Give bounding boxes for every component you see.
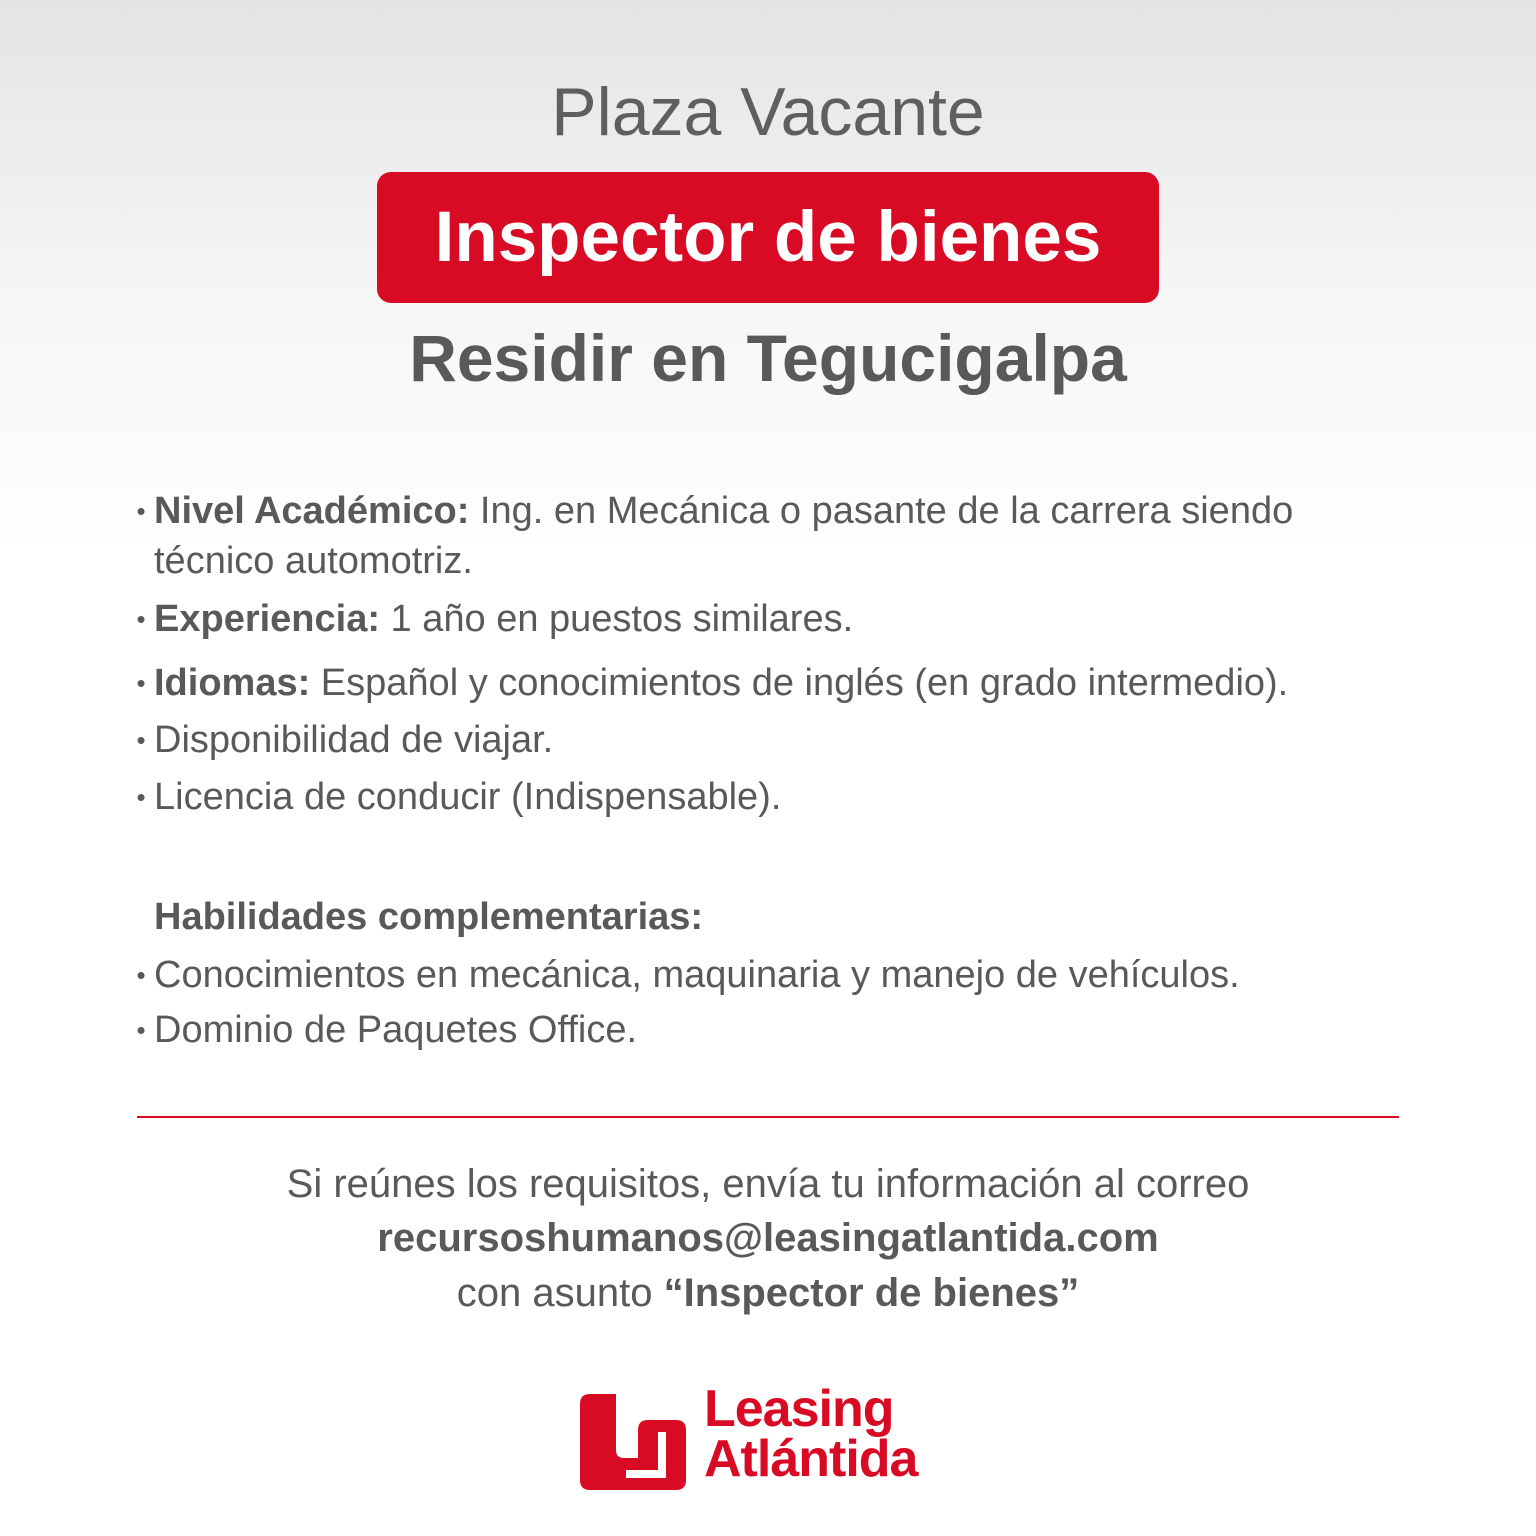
- contact-subject-line: [0, 1265, 1536, 1321]
- requirement-label: Nivel Académico:: [154, 490, 470, 532]
- email-subject: “Inspector de bienes”: [663, 1271, 1080, 1315]
- subject-prefix: con asunto: [456, 1271, 664, 1315]
- logo-text: [704, 1380, 918, 1488]
- leasing-atlantida-logo-icon: [580, 1390, 690, 1490]
- bullet: •: [136, 725, 146, 755]
- bullet: •: [136, 1015, 146, 1045]
- requirement-text: Experiencia: 1 año en puestos similares.: [154, 598, 854, 640]
- requirement-item: [130, 486, 1420, 586]
- requirement-item: [130, 715, 1420, 765]
- contact-instructions: Si reúnes los requisitos, envía tu información al correo: [286, 1162, 1250, 1206]
- requirement-item: [130, 594, 1420, 644]
- requirement-label: Experiencia:: [154, 598, 380, 640]
- logo-line-1: Leasing: [704, 1380, 894, 1438]
- position-title-banner: [377, 172, 1159, 303]
- page-heading: Plaza Vacante: [551, 74, 985, 150]
- skill-item: [130, 950, 1420, 1000]
- bullet: •: [136, 604, 146, 634]
- bullet: •: [136, 782, 146, 812]
- skills-heading: Habilidades complementarias:: [154, 896, 704, 938]
- logo-line-2: Atlántida: [704, 1430, 918, 1488]
- requirement-text: Nivel Académico: Ing. en Mecánica o pasante de la carrera siendo técnico automotriz.: [154, 490, 1294, 582]
- requirement-item: [130, 772, 1420, 822]
- requirement-text: Licencia de conducir (Indispensable).: [154, 776, 782, 818]
- contact-email-line: [0, 1210, 1536, 1266]
- company-logo: [580, 1380, 960, 1490]
- bullet: •: [136, 960, 146, 990]
- contact-email[interactable]: recursoshumanos@leasingatlantida.com: [377, 1216, 1159, 1260]
- section-divider: [137, 1116, 1399, 1118]
- requirement-text: Disponibilidad de viajar.: [154, 719, 554, 761]
- location-subtitle: Residir en Tegucigalpa: [409, 321, 1127, 395]
- position-title: Inspector de bienes: [434, 198, 1102, 277]
- requirement-label: Idiomas:: [154, 662, 311, 704]
- requirement-item: [130, 658, 1420, 708]
- bullet: •: [136, 668, 146, 698]
- requirement-text: Idiomas: Español y conocimientos de inglés (en grado intermedio).: [154, 662, 1289, 704]
- skill-text: Dominio de Paquetes Office.: [154, 1009, 638, 1051]
- skill-text: Conocimientos en mecánica, maquinaria y manejo de vehículos.: [154, 954, 1240, 996]
- skill-item: [130, 1005, 1420, 1055]
- bullet: •: [136, 496, 146, 526]
